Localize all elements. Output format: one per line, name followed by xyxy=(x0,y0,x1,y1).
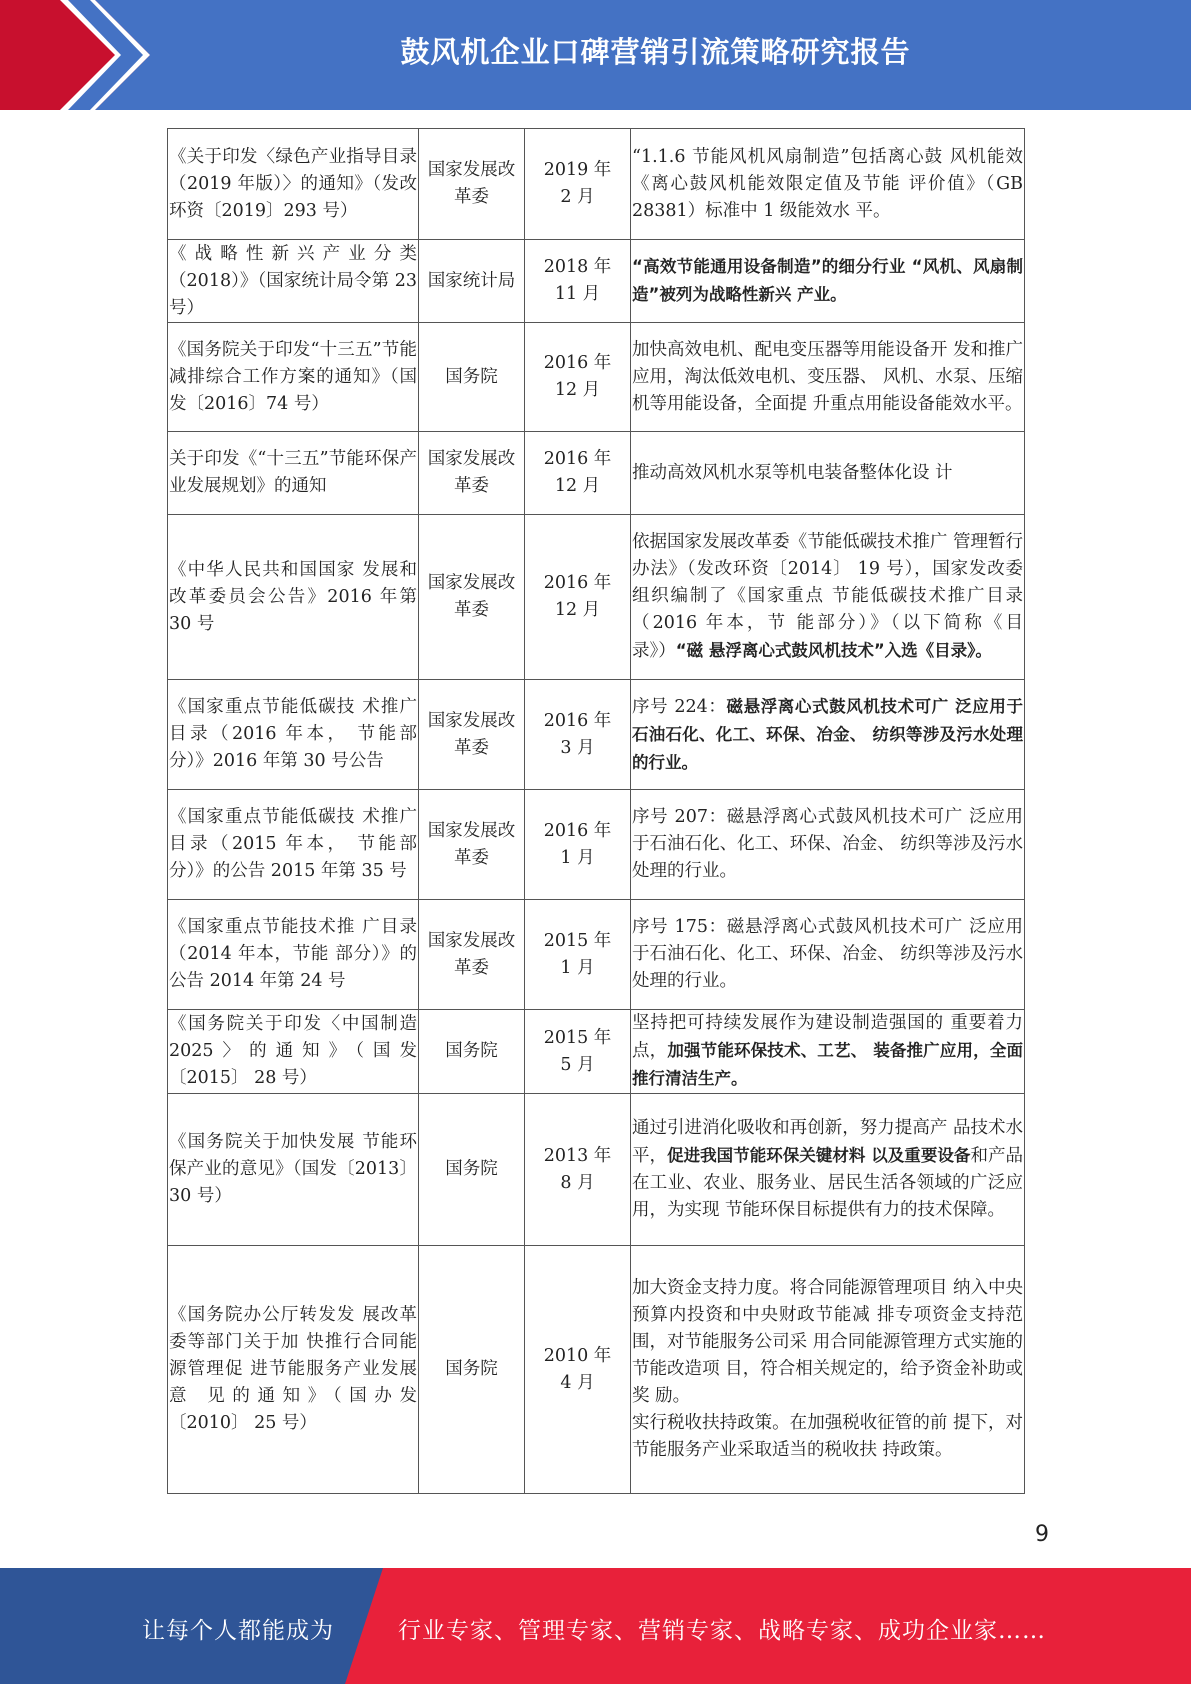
issuing-department-cell: 国家统计局 xyxy=(419,240,525,323)
policy-name-cell: 关于印发《“十三五”节能环保产业发展规划》的通知 xyxy=(168,432,419,515)
table-row xyxy=(168,1010,1025,1094)
table-row xyxy=(168,1246,1025,1494)
table-row xyxy=(168,129,1025,240)
content-text: 加大资金支持力度。将合同能源管理项目 纳入中央预算内投资和中央财政节能减 排专项资金支持范围，对节能服务公司采 用合同能源管理方式实施的节能改造项 目，符合相关规定的，给予资金补助或奖 励。 xyxy=(632,1278,1023,1406)
issue-year: 2019 年 xyxy=(543,160,612,180)
issue-year: 2016 年 xyxy=(543,353,612,373)
policy-content-cell xyxy=(631,680,1025,790)
issue-month: 11 月 xyxy=(554,284,601,304)
issue-month: 12 月 xyxy=(554,600,601,620)
issuing-department-cell: 国务院 xyxy=(419,1094,525,1246)
policy-content-cell xyxy=(631,1094,1025,1246)
issue-date-cell xyxy=(525,515,631,680)
issue-date-cell xyxy=(525,432,631,515)
issue-date-cell xyxy=(525,240,631,323)
policy-content-cell xyxy=(631,1246,1025,1494)
content-highlight: “高效节能通用设备制造”的细分行业 “风机、风扇制造”被列为战略性新兴 产业。 xyxy=(632,257,1023,304)
content-text: 和产品在工业、农业、服务业、居民生活各领域的广泛应用，为实现 节能环保目标提供有力的技术保障。 xyxy=(632,1146,1024,1220)
policy-content-cell xyxy=(631,323,1025,432)
issue-year: 2010 年 xyxy=(543,1345,612,1366)
content-text: 推动高效风机水泵等机电装备整体化设 计 xyxy=(632,462,953,483)
issue-month: 2 月 xyxy=(560,187,595,207)
policy-name-cell: 《国家重点节能技术推 广目录（2014 年本，节能 部分）》的公告 2014 年第 24 号 xyxy=(168,900,419,1010)
content-text: 序号 224： xyxy=(632,696,727,717)
policy-name-cell: 《国务院关于印发“十三五”节能减排综合工作方案的通知》（国发〔2016〕74 号） xyxy=(168,323,419,432)
table-row xyxy=(168,680,1025,790)
content-text: 通过引进消化吸收和再创新，努力提高产 品技术水平， xyxy=(632,1118,1023,1166)
issue-month: 4 月 xyxy=(560,1372,595,1393)
content-text: 坚持把可持续发展作为建设制造强国的 重要着力点， xyxy=(632,1013,1023,1061)
policy-name-cell: 《国务院办公厅转发发 展改革委等部门关于加 快推行合同能源管理促 进节能服务产业发展意 见的通知》（国办发〔2010〕 25 号） xyxy=(168,1246,419,1494)
table-row xyxy=(168,432,1025,515)
page-header xyxy=(0,0,1191,110)
issue-date-cell xyxy=(525,1010,631,1094)
issuing-department-cell: 国家发展改革委 xyxy=(419,790,525,900)
content-highlight: “磁 悬浮离心式鼓风机技术”入选《目录》。 xyxy=(675,641,992,660)
content-text: “1.1.6 节能风机风扇制造”包括离心鼓 风机能效《离心鼓风机能效限定值及节能 评价值》（GB 28381）标准中 1 级能效水 平。 xyxy=(632,146,1023,221)
content-highlight: 促进我国节能环保关键材料 以及重要设备 xyxy=(667,1146,971,1165)
policy-content-cell xyxy=(631,900,1025,1010)
policy-name-cell: 《国家重点节能低碳技 术推广目录（2015 年本， 节能部分）》的公告 2015 年第 35 号 xyxy=(168,790,419,900)
content-text: 依据国家发展改革委《节能低碳技术推广 管理暂行办法》（发改环资〔2014〕 19 号），国家发改委组织编制了《国家重点 节能低碳技术推广目录（2016 年本，节 能部分）》（以下简称《目录》） xyxy=(632,532,1023,661)
issue-year: 2016 年 xyxy=(543,820,612,841)
issue-year: 2018 年 xyxy=(543,257,612,277)
issuing-department-cell: 国家发展改革委 xyxy=(419,515,525,680)
content-text: 序号 207：磁悬浮离心式鼓风机技术可广 泛应用于石油石化、化工、环保、冶金、 纺织等涉及污水处理的行业。 xyxy=(632,807,1023,881)
policy-content-cell xyxy=(631,1010,1025,1094)
page-footer xyxy=(0,1568,1191,1684)
issue-date-cell xyxy=(525,1094,631,1246)
content-text: 加快高效电机、配电变压器等用能设备开 发和推广应用，淘汰低效电机、变压器、 风机、水泵、压缩机等用能设备，全面提 升重点用能设备能效水平。 xyxy=(632,339,1023,414)
issuing-department-cell: 国家发展改革委 xyxy=(419,432,525,515)
issue-date-cell xyxy=(525,323,631,432)
content-text: 序号 175：磁悬浮离心式鼓风机技术可广 泛应用于石油石化、化工、环保、冶金、 纺织等涉及污水处理的行业。 xyxy=(632,917,1023,991)
issue-date-cell xyxy=(525,680,631,790)
policy-name-cell: 《中华人民共和国国家 发展和改革委员会公告》2016 年第 30 号 xyxy=(168,515,419,680)
table-row xyxy=(168,900,1025,1010)
issue-date-cell xyxy=(525,1246,631,1494)
content-highlight: 加强节能环保技术、工艺、 装备推广应用，全面推行清洁生产。 xyxy=(632,1041,1023,1088)
issue-date-cell xyxy=(525,790,631,900)
issue-year: 2016 年 xyxy=(543,573,612,593)
policy-name-cell: 《关于印发〈绿色产业指导目录（2019 年版）〉的通知》（发改环资〔2019〕293 号） xyxy=(168,129,419,240)
report-title: 鼓风机企业口碑营销引流策略研究报告 xyxy=(400,35,911,69)
issue-date-cell xyxy=(525,129,631,240)
issue-month: 12 月 xyxy=(554,380,601,400)
policy-content-cell xyxy=(631,515,1025,680)
issuing-department-cell: 国务院 xyxy=(419,1010,525,1094)
issue-month: 12 月 xyxy=(554,476,601,496)
policy-content-cell xyxy=(631,129,1025,240)
table-row xyxy=(168,323,1025,432)
footer-slogan-right: 行业专家、管理专家、营销专家、战略专家、成功企业家…… xyxy=(398,1618,1046,1644)
policy-content-cell xyxy=(631,240,1025,323)
footer-slogan-left: 让每个人都能成为 xyxy=(142,1618,334,1644)
issue-year: 2013 年 xyxy=(543,1145,612,1166)
issue-year: 2015 年 xyxy=(543,1027,612,1048)
issuing-department-cell: 国务院 xyxy=(419,1246,525,1494)
policy-content-cell xyxy=(631,790,1025,900)
issuing-department-cell: 国务院 xyxy=(419,323,525,432)
issue-year: 2016 年 xyxy=(543,710,612,731)
page-number: 9 xyxy=(1035,1522,1049,1547)
policy-name-cell: 《国家重点节能低碳技 术推广目录（2016 年本， 节能部分）》2016 年第 30 号公告 xyxy=(168,680,419,790)
policy-name-cell: 《国务院关于加快发展 节能环保产业的意见》（国发〔2013〕 30 号） xyxy=(168,1094,419,1246)
policy-table xyxy=(167,128,1025,1494)
issuing-department-cell: 国家发展改革委 xyxy=(419,680,525,790)
issue-month: 3 月 xyxy=(560,737,595,758)
issue-month: 8 月 xyxy=(560,1172,595,1193)
issue-year: 2015 年 xyxy=(543,930,612,951)
content-text: 实行税收扶持政策。在加强税收征管的前 提下，对节能服务产业采取适当的税收扶 持政策。 xyxy=(632,1413,1023,1460)
issuing-department-cell: 国家发展改革委 xyxy=(419,900,525,1010)
policy-name-cell: 《战略性新兴产业分类（2018）》（国家统计局令第 23 号） xyxy=(168,240,419,323)
issue-month: 5 月 xyxy=(560,1054,595,1075)
content-highlight: 磁悬浮离心式鼓风机技术可广 泛应用于石油石化、化工、环保、冶金、 纺织等涉及污水处理的行业。 xyxy=(632,696,1023,772)
table-row xyxy=(168,1094,1025,1246)
issue-month: 1 月 xyxy=(560,847,595,868)
issuing-department-cell: 国家发展改革委 xyxy=(419,129,525,240)
issue-date-cell xyxy=(525,900,631,1010)
issue-year: 2016 年 xyxy=(543,449,612,469)
table-row xyxy=(168,240,1025,323)
policy-name-cell: 《国务院关于印发〈中国制造 2025〉的通知》（国发〔2015〕 28 号） xyxy=(168,1010,419,1094)
table-row xyxy=(168,515,1025,680)
table-row xyxy=(168,790,1025,900)
issue-month: 1 月 xyxy=(560,957,595,978)
policy-content-cell xyxy=(631,432,1025,515)
